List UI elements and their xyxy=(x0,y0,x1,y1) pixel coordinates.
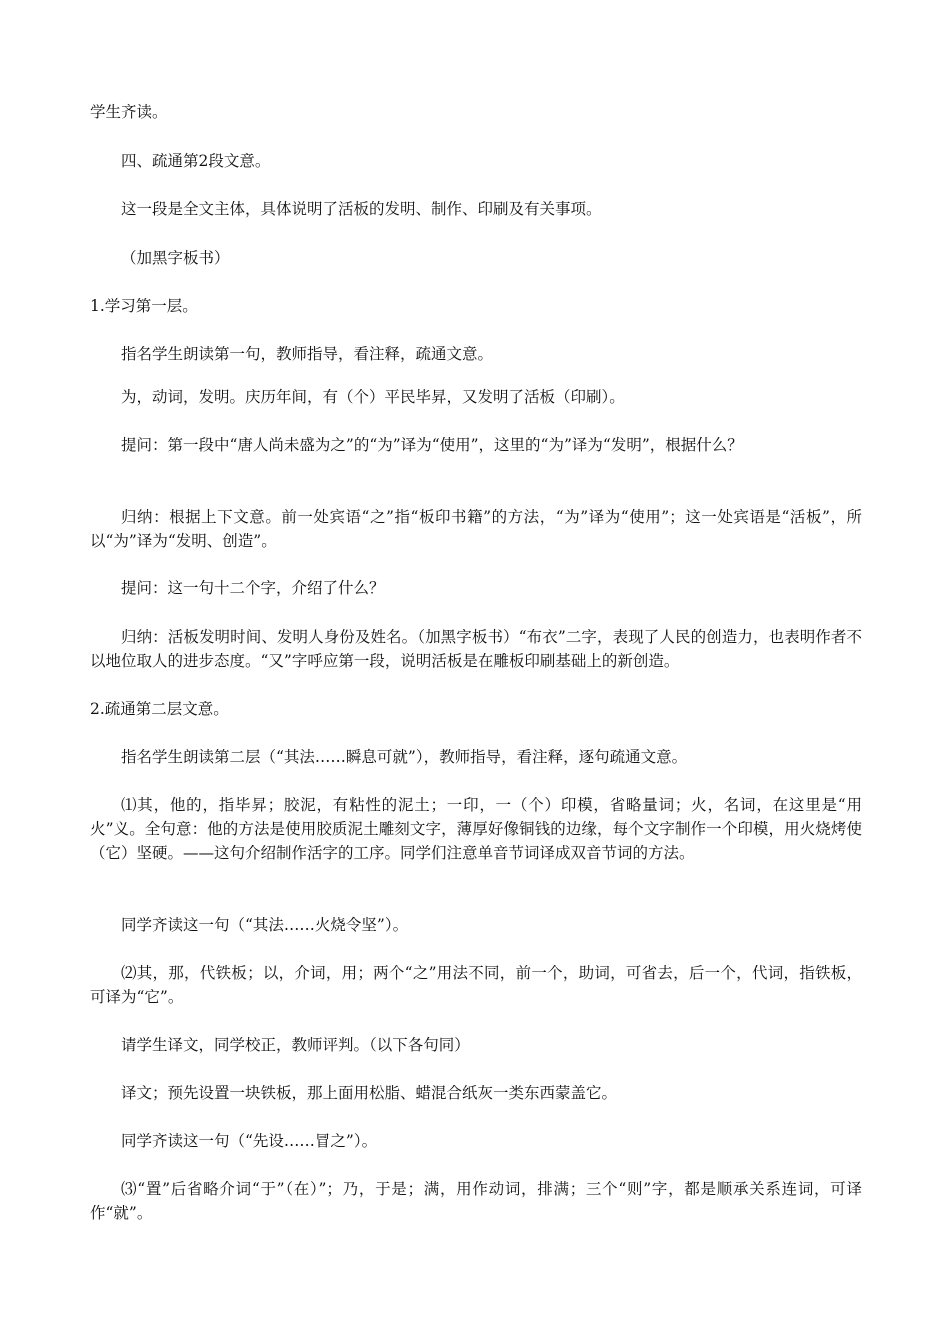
paragraph-point-one: ⑴其，他的，指毕昇；胶泥，有粘性的泥土；一印，一（个）印模，省略量词；火，名词，在这里是“用火”义。全句意：他的方法是使用胶质泥土雕刻文字，薄厚好像铜钱的边缘，每个文字制作一个印模，用火烧烤使（它）坚硬。——这句介绍制作活字的工序。同学们注意单音节词译成双音节词的方法。 xyxy=(90,796,862,862)
paragraph-summary-wei: 归纳：根据上下文意。前一处宾语“之”指“板印书籍”的方法，“为”译为“使用”；这一处宾语是“活板”，所以“为”译为“发明、创造”。 xyxy=(90,508,862,550)
paragraph-question-twelve-chars: 提问：这一句十二个字，介绍了什么？ xyxy=(121,579,385,597)
paragraph-main-body: 这一段是全文主体，具体说明了活板的发明、制作、印刷及有关事项。 xyxy=(121,200,602,218)
paragraph-read-sentence-one: 同学齐读这一句（“其法……火烧令坚”）。 xyxy=(121,916,409,934)
paragraph-read-second-layer: 指名学生朗读第二层（“其法……瞬息可就”），教师指导，看注释，逐句疏通文意。 xyxy=(121,748,688,766)
paragraph-wei-meaning: 为，动词，发明。庆历年间，有（个）平民毕昇，又发明了活板（印刷）。 xyxy=(121,388,625,406)
paragraph-point-three: ⑶“置”后省略介词“于”（在）”；乃，于是；满，用作动词，排满；三个“则”字，都是顺承关系连词，可译作“就”。 xyxy=(90,1180,862,1222)
paragraph-board-note: （加黑字板书） xyxy=(121,249,230,267)
heading-layer-two: 2.疏通第二层文意。 xyxy=(90,700,229,718)
paragraph-read-sentence-two: 同学齐读这一句（“先设……冒之”）。 xyxy=(121,1132,378,1150)
heading-section-four: 四、疏通第2段文意。 xyxy=(121,152,271,170)
heading-layer-one: 1.学习第一层。 xyxy=(90,297,198,315)
paragraph-point-two: ⑵其，那，代铁板；以，介词，用；两个“之”用法不同，前一个，助词，可省去，后一个，代词，指铁板，可译为“它”。 xyxy=(90,964,862,1006)
paragraph-summary-invention: 归纳：活板发明时间、发明人身份及姓名。（加黑字板书）“布衣”二字，表现了人民的创造力，也表明作者不以地位取人的进步态度。“又”字呼应第一段，说明活板是在雕板印刷基础上的新创造。 xyxy=(90,628,862,670)
paragraph-students-read: 学生齐读。 xyxy=(90,103,168,121)
paragraph-read-first-sentence: 指名学生朗读第一句，教师指导，看注释，疏通文意。 xyxy=(121,345,494,363)
paragraph-question-wei: 提问：第一段中“唐人尚未盛为之”的“为”译为“使用”，这里的“为”译为“发明”，根据什么？ xyxy=(121,436,743,454)
paragraph-translate-instruction: 请学生译文，同学校正，教师评判。（以下各句同） xyxy=(121,1036,470,1054)
paragraph-translation: 译文；预先设置一块铁板，那上面用松脂、蜡混合纸灰一类东西蒙盖它。 xyxy=(121,1084,618,1102)
